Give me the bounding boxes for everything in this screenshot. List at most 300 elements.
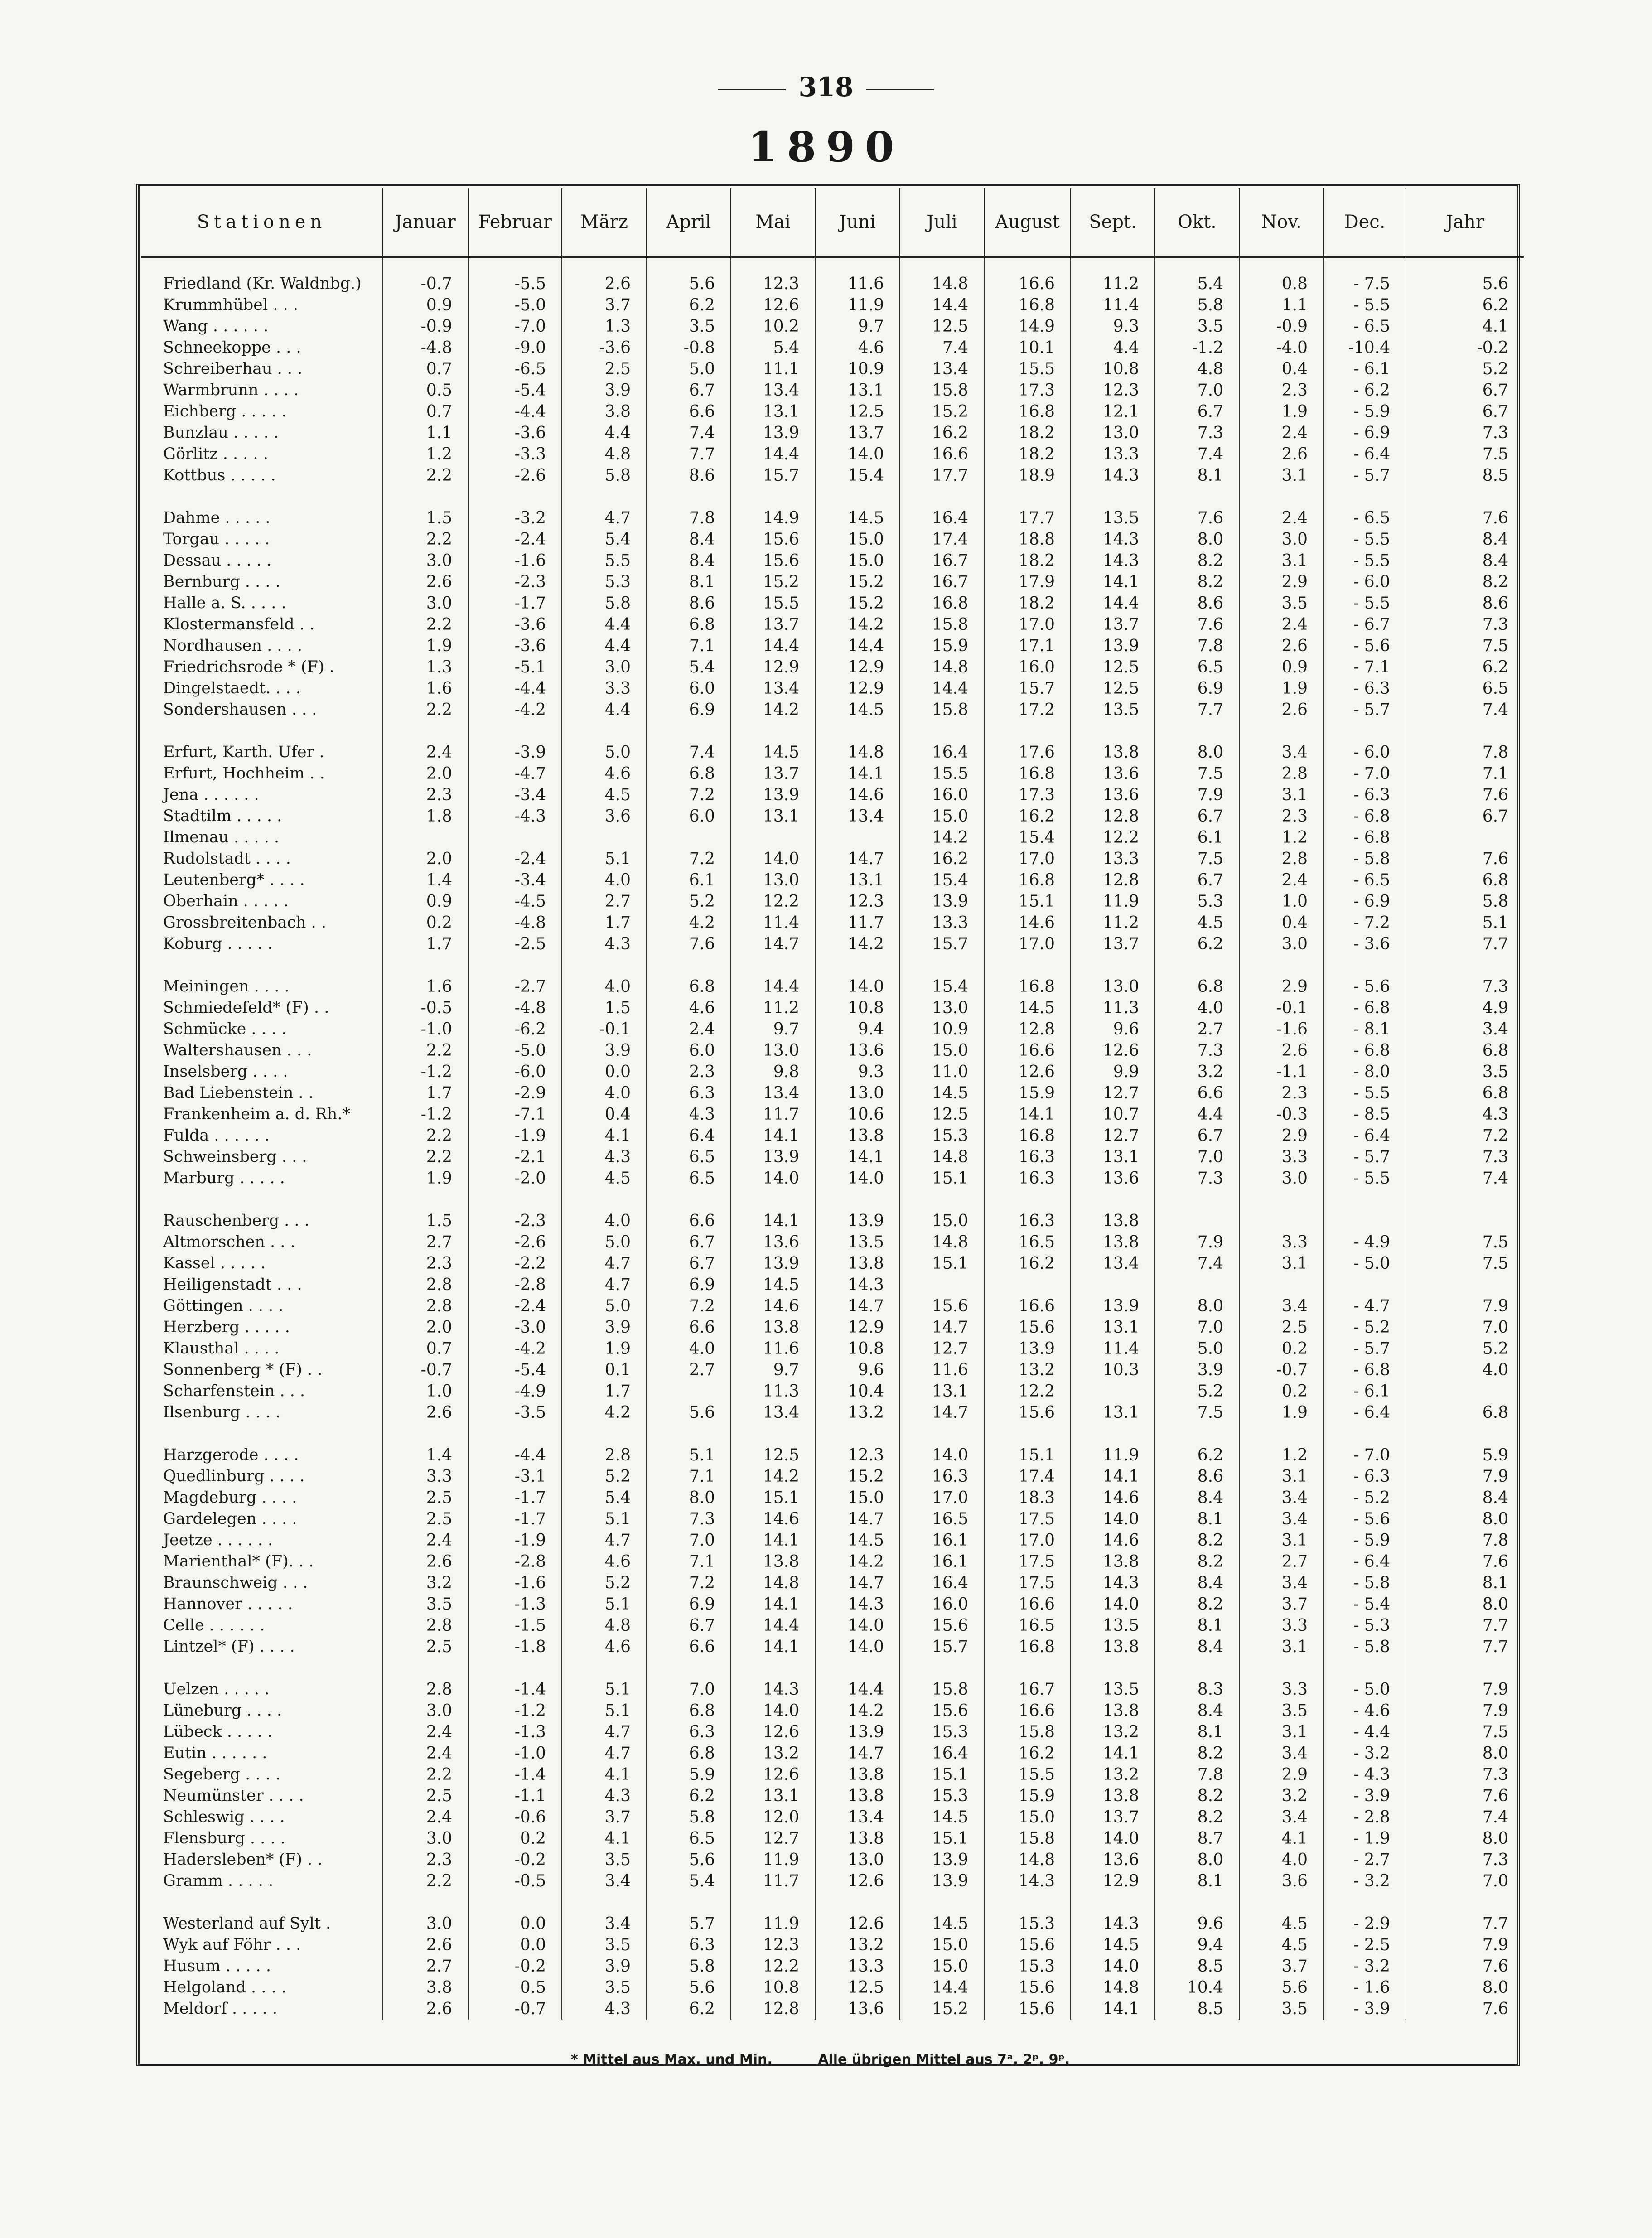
station-name: Gramm . . . . . — [141, 1871, 382, 1892]
table-cell: 15.2 — [731, 571, 815, 593]
spacer-cell — [468, 1423, 562, 1445]
table-cell: 7.2 — [647, 784, 731, 806]
station-name: Erfurt, Hochheim . . — [141, 763, 382, 784]
spacer-cell — [1406, 955, 1524, 976]
table-cell: 2.9 — [1239, 571, 1324, 593]
spacer-cell — [984, 1892, 1071, 1913]
table-cell: -2.4 — [468, 529, 562, 550]
table-cell: 7.2 — [647, 848, 731, 870]
spacer-cell — [647, 955, 731, 976]
table-cell: 6.8 — [1155, 976, 1239, 997]
station-name: Schreiberhau . . . — [141, 358, 382, 380]
table-cell: 2.2 — [382, 1764, 468, 1785]
table-cell — [1239, 1210, 1324, 1232]
table-cell: 14.4 — [1071, 593, 1155, 614]
table-cell: 2.9 — [1239, 1125, 1324, 1146]
spacer-cell — [1155, 486, 1239, 508]
spacer-cell — [900, 1658, 984, 1679]
spacer-cell — [984, 1423, 1071, 1445]
table-cell: 1.5 — [562, 997, 647, 1019]
table-cell — [1406, 1210, 1524, 1232]
station-name: Jena . . . . . . — [141, 784, 382, 806]
table-cell: 12.9 — [1071, 1871, 1155, 1892]
table-cell: 14.2 — [731, 1466, 815, 1487]
table-cell: 14.6 — [1071, 1487, 1155, 1508]
table-cell: - 6.3 — [1324, 1466, 1406, 1487]
table-cell: 13.1 — [731, 1785, 815, 1807]
table-cell: 2.6 — [1239, 1040, 1324, 1061]
table-cell: 6.0 — [647, 806, 731, 827]
table-row — [141, 976, 1524, 997]
table-cell: 15.7 — [731, 465, 815, 486]
footnote-left: * Mittel aus Max. und Min. — [571, 2052, 773, 2068]
table-cell: 3.1 — [1239, 1466, 1324, 1487]
table-cell: 1.7 — [382, 933, 468, 955]
station-name: Schweinsberg . . . — [141, 1146, 382, 1168]
table-cell: -5.5 — [468, 273, 562, 295]
station-name: Nordhausen . . . . — [141, 635, 382, 657]
table-cell: 2.5 — [382, 1508, 468, 1530]
table-cell: 2.7 — [1239, 1551, 1324, 1572]
table-cell: 14.6 — [984, 912, 1071, 933]
table-cell: 7.5 — [1155, 848, 1239, 870]
table-cell: 4.0 — [562, 1083, 647, 1104]
table-cell — [1071, 1381, 1155, 1402]
table-row — [141, 1934, 1524, 1956]
table-cell: 10.8 — [815, 997, 900, 1019]
spacer-cell — [815, 955, 900, 976]
station-name: Hadersleben* (F) . . — [141, 1849, 382, 1871]
table-cell: -0.9 — [1239, 316, 1324, 337]
column-header: Okt. — [1155, 188, 1239, 257]
table-cell: 3.0 — [382, 1828, 468, 1849]
spacer-cell — [382, 1189, 468, 1210]
table-cell: 6.2 — [647, 1998, 731, 2020]
table-row — [141, 912, 1524, 933]
table-cell: 13.3 — [1071, 444, 1155, 465]
spacer-cell — [1071, 257, 1155, 273]
spacer-cell — [731, 1892, 815, 1913]
station-name: Warmbrunn . . . . — [141, 380, 382, 401]
table-cell: 5.4 — [562, 529, 647, 550]
table-cell: 13.4 — [815, 1807, 900, 1828]
table-cell: 13.8 — [1071, 1551, 1155, 1572]
table-cell: -4.2 — [468, 1338, 562, 1359]
table-cell: 3.8 — [382, 1977, 468, 1998]
station-name: Dingelstaedt. . . . — [141, 678, 382, 699]
table-cell: 11.7 — [731, 1871, 815, 1892]
table-cell: 4.5 — [1155, 912, 1239, 933]
table-cell: 5.9 — [647, 1764, 731, 1785]
table-cell: 2.2 — [382, 529, 468, 550]
table-cell: 15.0 — [984, 1807, 1071, 1828]
spacer-cell — [1155, 1189, 1239, 1210]
table-row — [141, 295, 1524, 316]
table-cell: 11.9 — [1071, 1445, 1155, 1466]
spacer-cell — [562, 955, 647, 976]
table-cell: 14.6 — [731, 1295, 815, 1317]
table-cell: 9.6 — [1155, 1913, 1239, 1934]
table-cell: 8.2 — [1155, 1551, 1239, 1572]
table-cell: 13.7 — [1071, 933, 1155, 955]
table-cell: -1.2 — [1155, 337, 1239, 358]
table-cell: -1.2 — [382, 1104, 468, 1125]
table-cell: 13.8 — [1071, 1210, 1155, 1232]
table-cell: 12.6 — [1071, 1040, 1155, 1061]
table-cell: 9.8 — [731, 1061, 815, 1083]
station-name: Klausthal . . . . — [141, 1338, 382, 1359]
spacer-cell — [647, 257, 731, 273]
column-header: Dec. — [1324, 188, 1406, 257]
table-cell: 18.8 — [984, 529, 1071, 550]
table-cell: 13.9 — [731, 1253, 815, 1274]
table-cell: 4.7 — [562, 508, 647, 529]
table-row — [141, 1168, 1524, 1189]
table-row — [141, 827, 1524, 848]
table-cell: 17.4 — [984, 1466, 1071, 1487]
table-cell: 4.0 — [1482, 1361, 1508, 1379]
column-header: Nov. — [1239, 188, 1324, 257]
table-cell: 2.4 — [382, 1807, 468, 1828]
table-cell: 7.0 — [647, 1679, 731, 1700]
table-cell: - 4.4 — [1324, 1721, 1406, 1743]
table-row — [141, 593, 1524, 614]
table-cell: 14.5 — [731, 1274, 815, 1295]
table-cell: 7.6 — [1482, 850, 1508, 868]
table-cell: 5.6 — [647, 1849, 731, 1871]
table-cell: -6.0 — [468, 1061, 562, 1083]
spacer-cell — [731, 1423, 815, 1445]
table-cell: 6.8 — [1482, 1041, 1508, 1060]
table-cell: 4.0 — [562, 1210, 647, 1232]
table-cell: 6.8 — [647, 614, 731, 635]
table-cell: - 5.6 — [1324, 976, 1406, 997]
column-header: Februar — [468, 188, 562, 257]
table-cell: -1.2 — [382, 1061, 468, 1083]
table-cell: -5.4 — [468, 1359, 562, 1381]
table-row — [141, 1295, 1524, 1317]
table-cell: 13.7 — [1071, 614, 1155, 635]
table-cell: 5.8 — [562, 593, 647, 614]
table-cell: 7.3 — [1155, 422, 1239, 444]
table-cell: - 5.9 — [1324, 401, 1406, 422]
table-cell: 12.9 — [815, 657, 900, 678]
table-cell: 15.0 — [900, 1934, 984, 1956]
table-cell: 9.4 — [815, 1019, 900, 1040]
table-cell: 7.6 — [1482, 786, 1508, 804]
table-cell: 10.1 — [984, 337, 1071, 358]
table-cell: 0.4 — [562, 1104, 647, 1125]
table-cell: 7.1 — [647, 1551, 731, 1572]
table-cell: 2.7 — [562, 891, 647, 912]
table-cell: 4.3 — [562, 933, 647, 955]
station-name: Schleswig . . . . — [141, 1807, 382, 1828]
table-cell: - 6.5 — [1324, 508, 1406, 529]
table-cell: -1.2 — [468, 1700, 562, 1721]
table-cell: 15.3 — [900, 1721, 984, 1743]
table-cell: 3.1 — [1239, 465, 1324, 486]
table-cell: 1.9 — [1239, 1402, 1324, 1423]
table-cell: 1.7 — [382, 1083, 468, 1104]
table-cell: 2.3 — [1239, 380, 1324, 401]
table-cell: 3.7 — [1239, 1956, 1324, 1977]
table-row — [141, 891, 1524, 912]
table-cell: 14.4 — [731, 635, 815, 657]
table-cell: 5.3 — [1155, 891, 1239, 912]
station-name: Sonnenberg * (F) . . — [141, 1359, 382, 1381]
table-cell: 5.6 — [647, 273, 731, 295]
table-cell: - 6.9 — [1324, 891, 1406, 912]
table-cell: 1.6 — [382, 976, 468, 997]
table-cell: 6.5 — [647, 1828, 731, 1849]
table-cell: -9.0 — [468, 337, 562, 358]
table-cell: 11.6 — [900, 1359, 984, 1381]
station-name: Fulda . . . . . . — [141, 1125, 382, 1146]
column-header: Januar — [382, 188, 468, 257]
table-cell: 16.5 — [984, 1232, 1071, 1253]
station-name: Wang . . . . . . — [141, 316, 382, 337]
table-cell: 8.4 — [1482, 551, 1508, 570]
station-name: Marienthal* (F). . . — [141, 1551, 382, 1572]
table-row — [141, 1551, 1524, 1572]
group-spacer — [141, 720, 1524, 742]
table-row — [141, 1849, 1524, 1871]
table-cell: 10.3 — [1071, 1359, 1155, 1381]
table-cell: 1.9 — [1239, 678, 1324, 699]
table-cell: 2.4 — [1239, 508, 1324, 529]
station-name: Schmücke . . . . — [141, 1019, 382, 1040]
spacer-cell — [815, 257, 900, 273]
table-cell: 13.4 — [731, 1402, 815, 1423]
table-cell: 2.7 — [647, 1359, 731, 1381]
table-cell: -4.2 — [468, 699, 562, 720]
table-cell: 8.1 — [1482, 1574, 1508, 1592]
table-cell: 6.8 — [647, 1700, 731, 1721]
table-cell: 16.6 — [900, 444, 984, 465]
table-cell: 16.2 — [984, 806, 1071, 827]
table-cell: 13.6 — [1071, 1849, 1155, 1871]
table-cell: 6.7 — [647, 1615, 731, 1636]
table-cell: 12.7 — [1071, 1125, 1155, 1146]
station-name: Braunschweig . . . — [141, 1572, 382, 1594]
table-cell: 7.3 — [1482, 977, 1508, 996]
station-name: Uelzen . . . . . — [141, 1679, 382, 1700]
table-cell: -0.9 — [382, 316, 468, 337]
spacer-cell — [900, 257, 984, 273]
spacer-cell — [900, 955, 984, 976]
table-cell: 13.1 — [1071, 1402, 1155, 1423]
table-cell: - 5.7 — [1324, 465, 1406, 486]
table-cell: - 6.4 — [1324, 444, 1406, 465]
table-cell: 5.2 — [1155, 1381, 1239, 1402]
table-cell: 7.5 — [1482, 637, 1508, 655]
table-cell: 3.5 — [1239, 593, 1324, 614]
table-cell: 16.3 — [984, 1146, 1071, 1168]
table-cell: 13.8 — [1071, 1785, 1155, 1807]
table-cell: 6.2 — [1482, 296, 1508, 314]
spacer-cell — [1155, 955, 1239, 976]
table-cell: 2.8 — [382, 1274, 468, 1295]
table-cell: 14.4 — [731, 1615, 815, 1636]
table-cell: 15.6 — [900, 1295, 984, 1317]
spacer-cell — [731, 257, 815, 273]
table-cell: - 6.0 — [1324, 571, 1406, 593]
table-cell: 5.4 — [562, 1487, 647, 1508]
table-cell: 2.4 — [1239, 422, 1324, 444]
table-cell: 3.0 — [1239, 529, 1324, 550]
spacer-cell — [141, 1423, 382, 1445]
table-cell: 14.6 — [731, 1508, 815, 1530]
table-cell: 8.6 — [647, 593, 731, 614]
station-name: Wyk auf Föhr . . . — [141, 1934, 382, 1956]
table-cell: 2.2 — [382, 465, 468, 486]
table-cell: 7.7 — [1482, 1914, 1508, 1933]
spacer-cell — [141, 955, 382, 976]
table-cell: 1.2 — [1239, 827, 1324, 848]
spacer-cell — [382, 1658, 468, 1679]
table-cell: 13.2 — [815, 1402, 900, 1423]
table-cell: 1.9 — [1239, 401, 1324, 422]
table-cell: 15.3 — [900, 1785, 984, 1807]
table-cell: 0.7 — [382, 358, 468, 380]
table-cell: 5.4 — [731, 337, 815, 358]
table-cell: 7.4 — [647, 742, 731, 763]
table-cell: - 5.8 — [1324, 1572, 1406, 1594]
table-cell: 8.0 — [1155, 742, 1239, 763]
table-cell: 4.6 — [562, 1551, 647, 1572]
table-cell: 7.1 — [647, 1466, 731, 1487]
table-cell: 13.0 — [815, 1849, 900, 1871]
table-cell: 12.8 — [1071, 806, 1155, 827]
table-cell: 14.0 — [1071, 1508, 1155, 1530]
table-cell: 12.3 — [815, 891, 900, 912]
table-cell: 16.1 — [900, 1551, 984, 1572]
table-row — [141, 380, 1524, 401]
spacer-cell — [468, 1658, 562, 1679]
table-cell: 8.2 — [1155, 571, 1239, 593]
spacer-cell — [900, 1189, 984, 1210]
table-cell: 12.0 — [731, 1807, 815, 1828]
table-cell: 4.7 — [562, 1274, 647, 1295]
table-cell: 7.6 — [1155, 508, 1239, 529]
column-header: Juni — [815, 188, 900, 257]
table-cell: 5.6 — [647, 1402, 731, 1423]
table-cell: 6.6 — [647, 1317, 731, 1338]
table-cell: 9.7 — [731, 1019, 815, 1040]
table-cell: 1.6 — [382, 678, 468, 699]
table-cell: 3.9 — [562, 1317, 647, 1338]
spacer-cell — [1071, 1423, 1155, 1445]
table-cell: 2.8 — [382, 1615, 468, 1636]
table-cell: 14.5 — [900, 1807, 984, 1828]
table-cell: 4.1 — [562, 1828, 647, 1849]
table-cell: 13.6 — [1071, 1168, 1155, 1189]
station-name: Hannover . . . . . — [141, 1594, 382, 1615]
spacer-cell — [1406, 1423, 1524, 1445]
table-cell: 7.6 — [1482, 1957, 1508, 1976]
table-cell: - 5.8 — [1324, 848, 1406, 870]
table-cell: 14.2 — [815, 614, 900, 635]
spacer-cell — [731, 720, 815, 742]
table-cell: 6.4 — [647, 1125, 731, 1146]
table-cell: - 2.7 — [1324, 1849, 1406, 1871]
table-cell: 15.9 — [984, 1083, 1071, 1104]
table-cell: -2.7 — [468, 976, 562, 997]
table-cell: 6.3 — [647, 1934, 731, 1956]
table-cell: - 2.5 — [1324, 1934, 1406, 1956]
table-cell: 8.1 — [647, 571, 731, 593]
table-cell: -4.0 — [1239, 337, 1324, 358]
table-cell: - 6.3 — [1324, 784, 1406, 806]
spacer-cell — [984, 1189, 1071, 1210]
table-cell: 2.4 — [382, 1721, 468, 1743]
table-row — [141, 1530, 1524, 1551]
table-cell: 14.7 — [815, 1295, 900, 1317]
table-cell: 2.3 — [1239, 1083, 1324, 1104]
table-cell: -2.0 — [468, 1168, 562, 1189]
table-cell: 13.1 — [815, 870, 900, 891]
table-cell: 6.7 — [1155, 806, 1239, 827]
table-cell: 0.0 — [562, 1061, 647, 1083]
table-cell: -4.9 — [468, 1381, 562, 1402]
station-name: Eutin . . . . . . — [141, 1743, 382, 1764]
table-cell: 5.1 — [562, 1679, 647, 1700]
table-cell: 4.7 — [562, 1530, 647, 1551]
table-cell: 15.0 — [900, 1040, 984, 1061]
table-cell: 14.0 — [815, 1636, 900, 1658]
table-cell: 12.5 — [900, 1104, 984, 1125]
spacer-cell — [1155, 1892, 1239, 1913]
table-cell: 1.3 — [562, 316, 647, 337]
table-cell: 16.6 — [984, 1295, 1071, 1317]
table-cell — [382, 827, 468, 848]
spacer-cell — [984, 720, 1071, 742]
table-cell: -1.9 — [468, 1125, 562, 1146]
table-cell: 16.8 — [984, 1636, 1071, 1658]
table-row — [141, 1679, 1524, 1700]
station-name: Bad Liebenstein . . — [141, 1083, 382, 1104]
table-cell: 10.9 — [815, 358, 900, 380]
table-row — [141, 1871, 1524, 1892]
table-cell: 0.5 — [468, 1977, 562, 1998]
table-cell: 15.3 — [984, 1913, 1071, 1934]
table-cell: 15.1 — [900, 1764, 984, 1785]
table-cell: 16.3 — [984, 1210, 1071, 1232]
table-cell: -2.3 — [468, 571, 562, 593]
station-name: Friedland (Kr. Waldnbg.) — [141, 273, 382, 295]
table-cell: 5.4 — [647, 657, 731, 678]
table-cell: 12.5 — [815, 1977, 900, 1998]
station-name: Schneekoppe . . . — [141, 337, 382, 358]
spacer-cell — [1155, 1658, 1239, 1679]
table-cell: 8.4 — [1482, 1489, 1508, 1507]
table-cell: 3.5 — [1239, 1700, 1324, 1721]
table-cell: 3.4 — [1239, 1508, 1324, 1530]
station-name: Inselsberg . . . . — [141, 1061, 382, 1083]
table-cell: 16.0 — [900, 784, 984, 806]
spacer-cell — [647, 1189, 731, 1210]
table-body — [141, 257, 1524, 2020]
table-cell: 2.5 — [382, 1487, 468, 1508]
group-spacer — [141, 257, 1524, 273]
table-cell: 13.2 — [815, 1934, 900, 1956]
table-cell: 0.2 — [382, 912, 468, 933]
spacer-cell — [1406, 720, 1524, 742]
table-row — [141, 550, 1524, 571]
table-cell: 13.0 — [815, 1083, 900, 1104]
table-cell: 11.6 — [731, 1338, 815, 1359]
table-cell: 4.5 — [1239, 1934, 1324, 1956]
